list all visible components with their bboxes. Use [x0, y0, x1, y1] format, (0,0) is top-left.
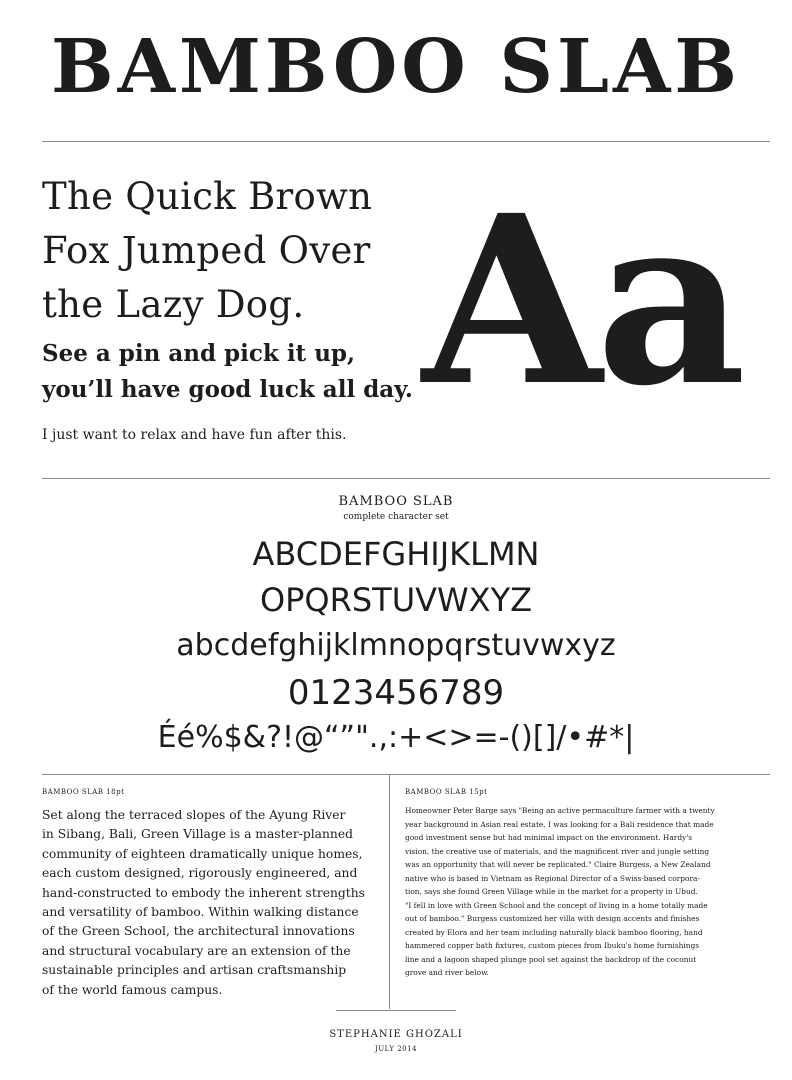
- pangram-line: The Quick Brown: [42, 175, 373, 218]
- text-line: of the Green School, the architectural innovations: [42, 924, 355, 939]
- sample-18pt-label: BAMBOO SLAB 18pt: [42, 788, 125, 796]
- text-line: good investment sense but had minimal impact on the environment. Hardy's: [405, 833, 693, 842]
- publication-date: JULY 2014: [374, 1045, 418, 1053]
- saying-block: [42, 336, 413, 408]
- text-line: created by Elora and her team including naturally black bamboo flooring, hand: [405, 927, 703, 937]
- pangram-line: the Lazy Dog.: [42, 283, 305, 326]
- text-line: "I fell in love with Green School and the concept of living in a home totally made: [405, 900, 708, 910]
- relax-line: I just want to relax and have fun after this.: [42, 427, 347, 443]
- sample-15pt-label: BAMBOO SLAB 15pt: [405, 788, 488, 796]
- text-line: Homeowner Peter Barge says "Being an active permaculture farmer with a twenty: [405, 806, 715, 815]
- charset-title: BAMBOO SLAB: [338, 494, 454, 509]
- text-line: hammered copper bath fixtures, custom pieces from Ibuku's home furnishings: [405, 941, 700, 950]
- text-line: of the world famous campus.: [42, 982, 223, 997]
- divider-lower: [42, 774, 770, 775]
- text-line: sustainable principles and artisan craftsmanship: [42, 963, 347, 978]
- text-line: vision, the creative use of materials, and the magnificent river and jungle setting: [405, 846, 710, 856]
- text-line: community of eighteen dramatically unique homes,: [42, 846, 363, 861]
- text-line: was an opportunity that will never be replicated." Claire Burgess, a New Zealand: [405, 860, 711, 869]
- sample-15pt-paragraph: [405, 804, 760, 980]
- charset-uppercase-1: ABCDEFGHIJKLMN: [252, 535, 540, 573]
- text-line: and versatility of bamboo. Within walking distance: [42, 905, 359, 920]
- charset-symbols: Éé%$&?!@“”".,:+<>=-()[]/•#*|: [157, 720, 635, 755]
- text-line: grove and river below.: [405, 968, 489, 977]
- text-line: year background in Asian real estate, I was looking for a Bali residence that made: [405, 819, 714, 829]
- text-line: line and a lagoon shaped plunge pool set against the backdrop of the coconut: [405, 954, 697, 964]
- text-line: hand-constructed to embody the inherent strengths: [42, 885, 365, 900]
- text-line: each custom designed, rigorously engineered, and: [42, 866, 358, 881]
- text-line: in Sibang, Bali, Green Village is a master-planned: [42, 827, 353, 842]
- divider-footer: [336, 1010, 456, 1011]
- text-line: native who is based in Vietnam as Regional Director of a Swiss-based corpora-: [405, 873, 700, 883]
- saying-line: you’ll have good luck all day.: [42, 376, 413, 403]
- author-name: STEPHANIE GHOZALI: [329, 1029, 463, 1040]
- text-line: tion, says she found Green Village while in the market for a property in Ubud.: [405, 887, 698, 896]
- text-line: out of bamboo." Burgess customized her villa with design accents and finishes: [405, 914, 700, 923]
- pangram-block: [42, 170, 372, 332]
- pangram-line: Fox Jumped Over: [42, 229, 371, 272]
- divider-middle: [42, 478, 770, 479]
- specimen-glyph-aa: Aa: [422, 164, 741, 437]
- divider-top: [42, 141, 770, 142]
- charset-subtitle: complete character set: [343, 512, 449, 522]
- charset-lowercase: abcdefghijklmnopqrstuvwxyz: [176, 628, 616, 663]
- charset-uppercase-2: OPQRSTUVWXYZ: [259, 581, 533, 619]
- charset-numerals: 0123456789: [287, 673, 505, 713]
- sample-18pt-paragraph: [42, 806, 372, 1000]
- column-divider: [389, 774, 390, 1009]
- text-line: Set along the terraced slopes of the Ayung River: [42, 808, 346, 822]
- text-line: and structural vocabulary are an extension of the: [42, 943, 351, 958]
- poster-title: BAMBOO SLAB: [51, 24, 741, 110]
- saying-line: See a pin and pick it up,: [42, 340, 356, 367]
